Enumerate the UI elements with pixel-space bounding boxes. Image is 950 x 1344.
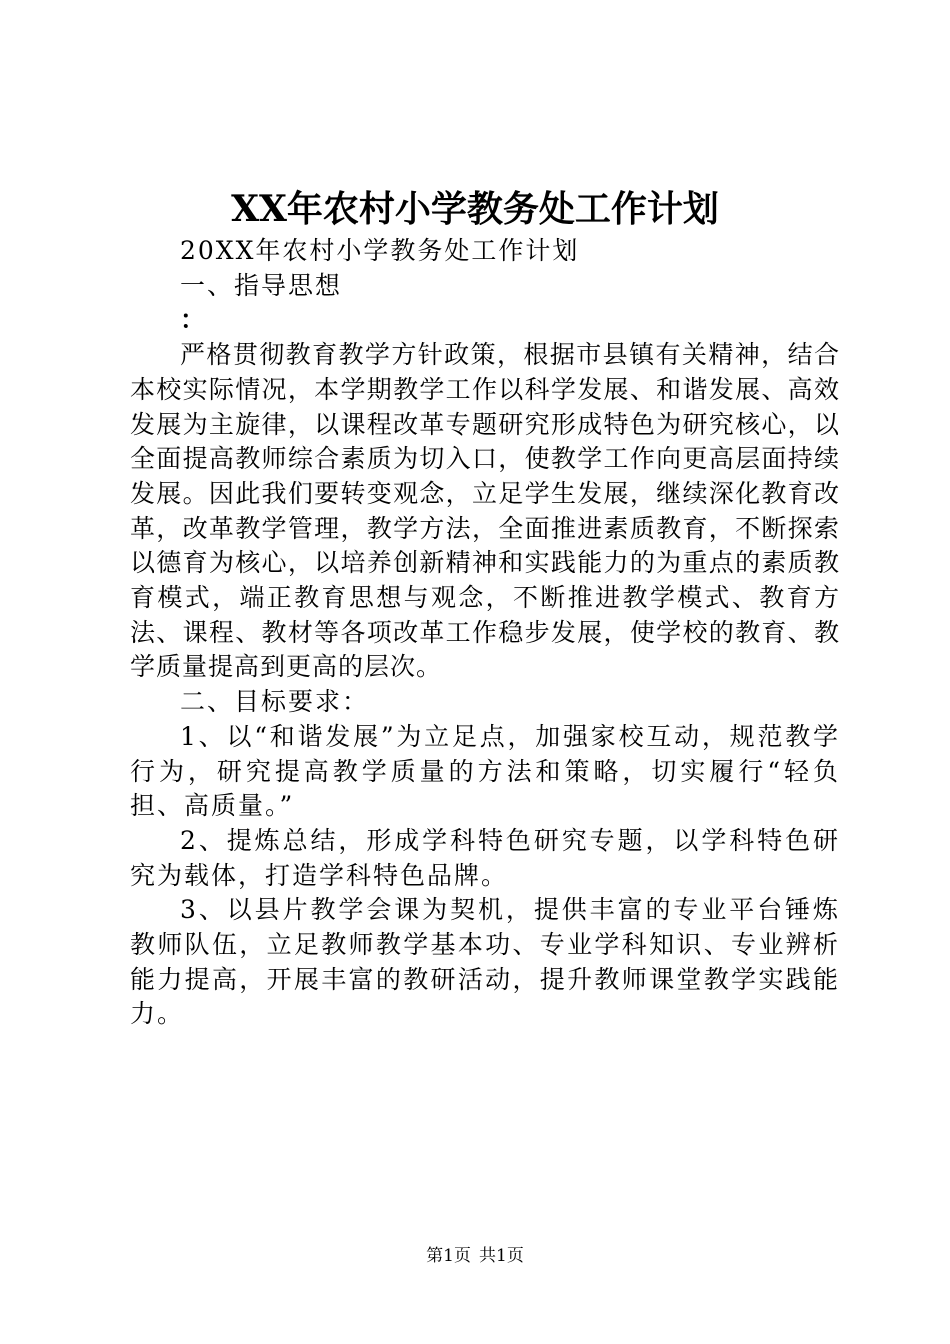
colon-line: ： bbox=[180, 305, 206, 335]
subtitle-paragraph: 20XX年农村小学教务处工作计划 bbox=[180, 236, 580, 265]
goal-item-2: 2、提炼总结，形成学科特色研究专题，以学科特色研究为载体，打造学科特色品牌。 bbox=[130, 825, 840, 890]
goal-item-1: 1、以“和谐发展”为立足点，加强家校互动，规范教学行为，研究提高教学质量的方法和策略，切实履行“轻负担、高质量。” bbox=[130, 721, 840, 821]
section-heading-goals: 二、目标要求： bbox=[180, 687, 370, 717]
section-heading-guiding-ideology: 一、指导思想 bbox=[180, 270, 343, 300]
goal-item-3: 3、以县片教学会课为契机，提供丰富的专业平台锤炼教师队伍，立足教师教学基本功、专业学科知识、专业辨析能力提高，开展丰富的教研活动，提升教师课堂教学实践能力。 bbox=[130, 895, 840, 1029]
document-body bbox=[130, 234, 840, 1032]
page-number: 第1页 bbox=[426, 1246, 471, 1266]
page-footer bbox=[0, 1244, 950, 1268]
page-total: 共1页 bbox=[479, 1246, 524, 1266]
guiding-ideology-paragraph: 严格贯彻教育教学方针政策，根据市县镇有关精神，结合本校实际情况，本学期教学工作以科学发展、和谐发展、高效发展为主旋律，以课程改革专题研究形成特色为研究核心，以全面提高教师综合素质为切入口，使教学工作向更高层面持续发展。因此我们要转变观念，立足学生发展，继续深化教育改革，改革教学管理，教学方法，全面推进素质教育，不断探索以德育为核心，以培养创新精神和实践能力的为重点的素质教育模式，端正教育思想与观念，不断推进教学模式、教育方法、课程、教材等各项改革工作稳步发展，使学校的教育、教学质量提高到更高的层次。 bbox=[130, 340, 840, 682]
document-title: XX年农村小学教务处工作计划 bbox=[231, 188, 719, 230]
